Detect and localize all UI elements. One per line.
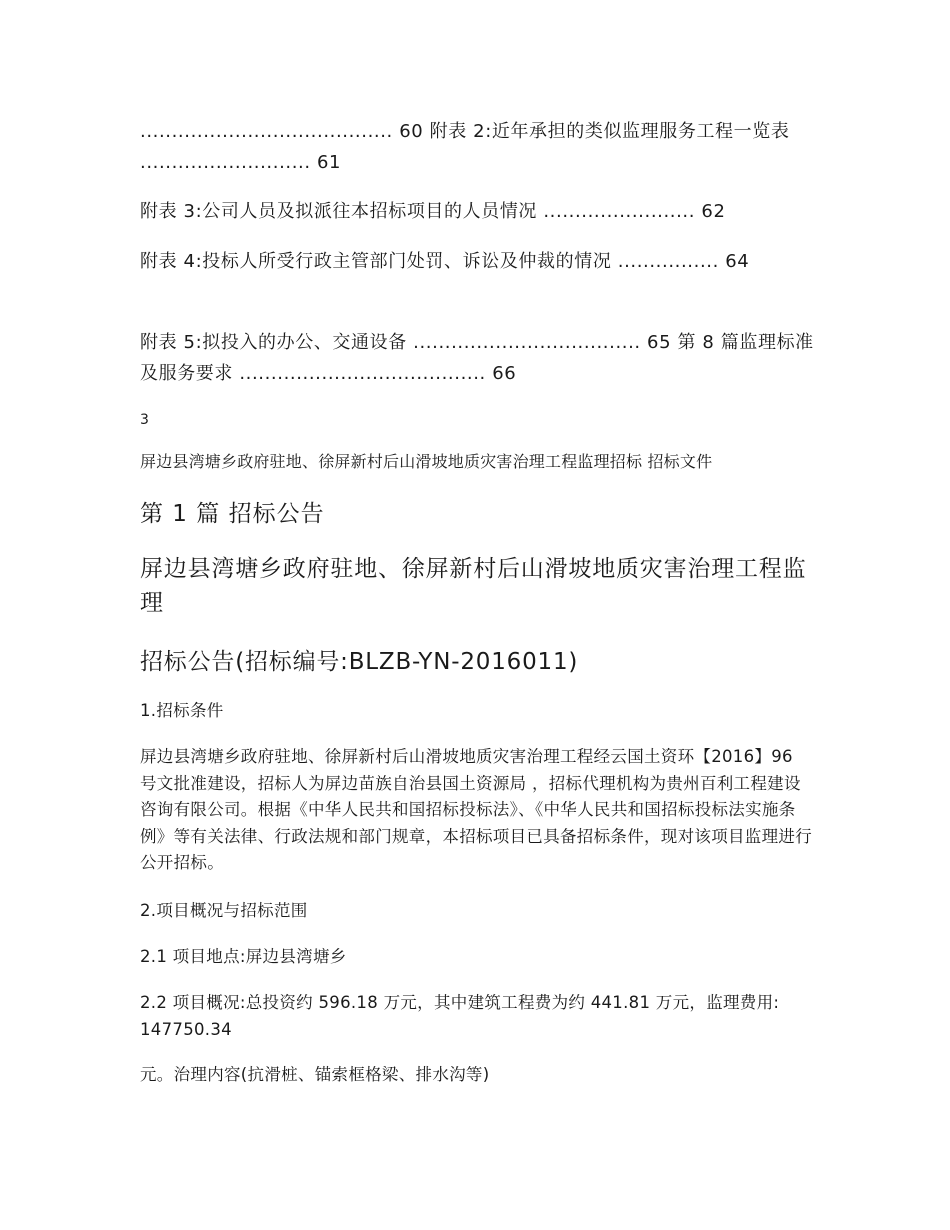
body-paragraph: 元。治理内容(抗滑桩、锚索框格梁、排水沟等)	[140, 1065, 490, 1084]
toc-entry: ........................................ 60 附表 2:近年承担的类似监理服务工程一览表 ........................... 61	[140, 121, 790, 173]
running-header: 屏边县湾塘乡政府驻地、徐屏新村后山滑坡地质灾害治理工程监理招标 招标文件	[140, 452, 713, 471]
notice-title: 招标公告(招标编号:BLZB-YN-2016011)	[140, 649, 579, 675]
toc-entry: 附表 3:公司人员及拟派往本招标项目的人员情况 ........................ 62	[140, 201, 726, 222]
section-heading: 2.项目概况与招标范围	[140, 901, 308, 920]
project-title: 屏边县湾塘乡政府驻地、徐屏新村后山滑坡地质灾害治理工程监理	[140, 556, 807, 616]
page-number: 3	[140, 412, 150, 428]
list-item: 2.1 项目地点:屏边县湾塘乡	[140, 947, 347, 966]
list-item: 2.2 项目概况:总投资约 596.18 万元，其中建筑工程费为约 441.81 万元，监理费用: 147750.34	[140, 993, 780, 1039]
toc-entry: 附表 4:投标人所受行政主管部门处罚、诉讼及仲裁的情况 ................ 64	[140, 251, 750, 272]
body-paragraph: 屏边县湾塘乡政府驻地、徐屏新村后山滑坡地质灾害治理工程经云国土资环【2016】96 号文批准建设，招标人为屏边苗族自治县国土资源局 ，招标代理机构为贵州百利工程建设咨询有限公司。根据《中华人民共和国招标投标法》、《中华人民共和国招标投标法实施条例》等有关法律、行政法规和部门规章，本招标项目已具备招标条件，现对该项目监理进行公开招标。	[140, 747, 812, 872]
section-heading: 1.招标条件	[140, 701, 224, 720]
toc-entry: 附表 5:拟投入的办公、交通设备 .................................... 65 第 8 篇监理标准及服务要求 ....................................... 66	[140, 332, 814, 384]
chapter-title: 第 1 篇 招标公告	[140, 501, 325, 527]
